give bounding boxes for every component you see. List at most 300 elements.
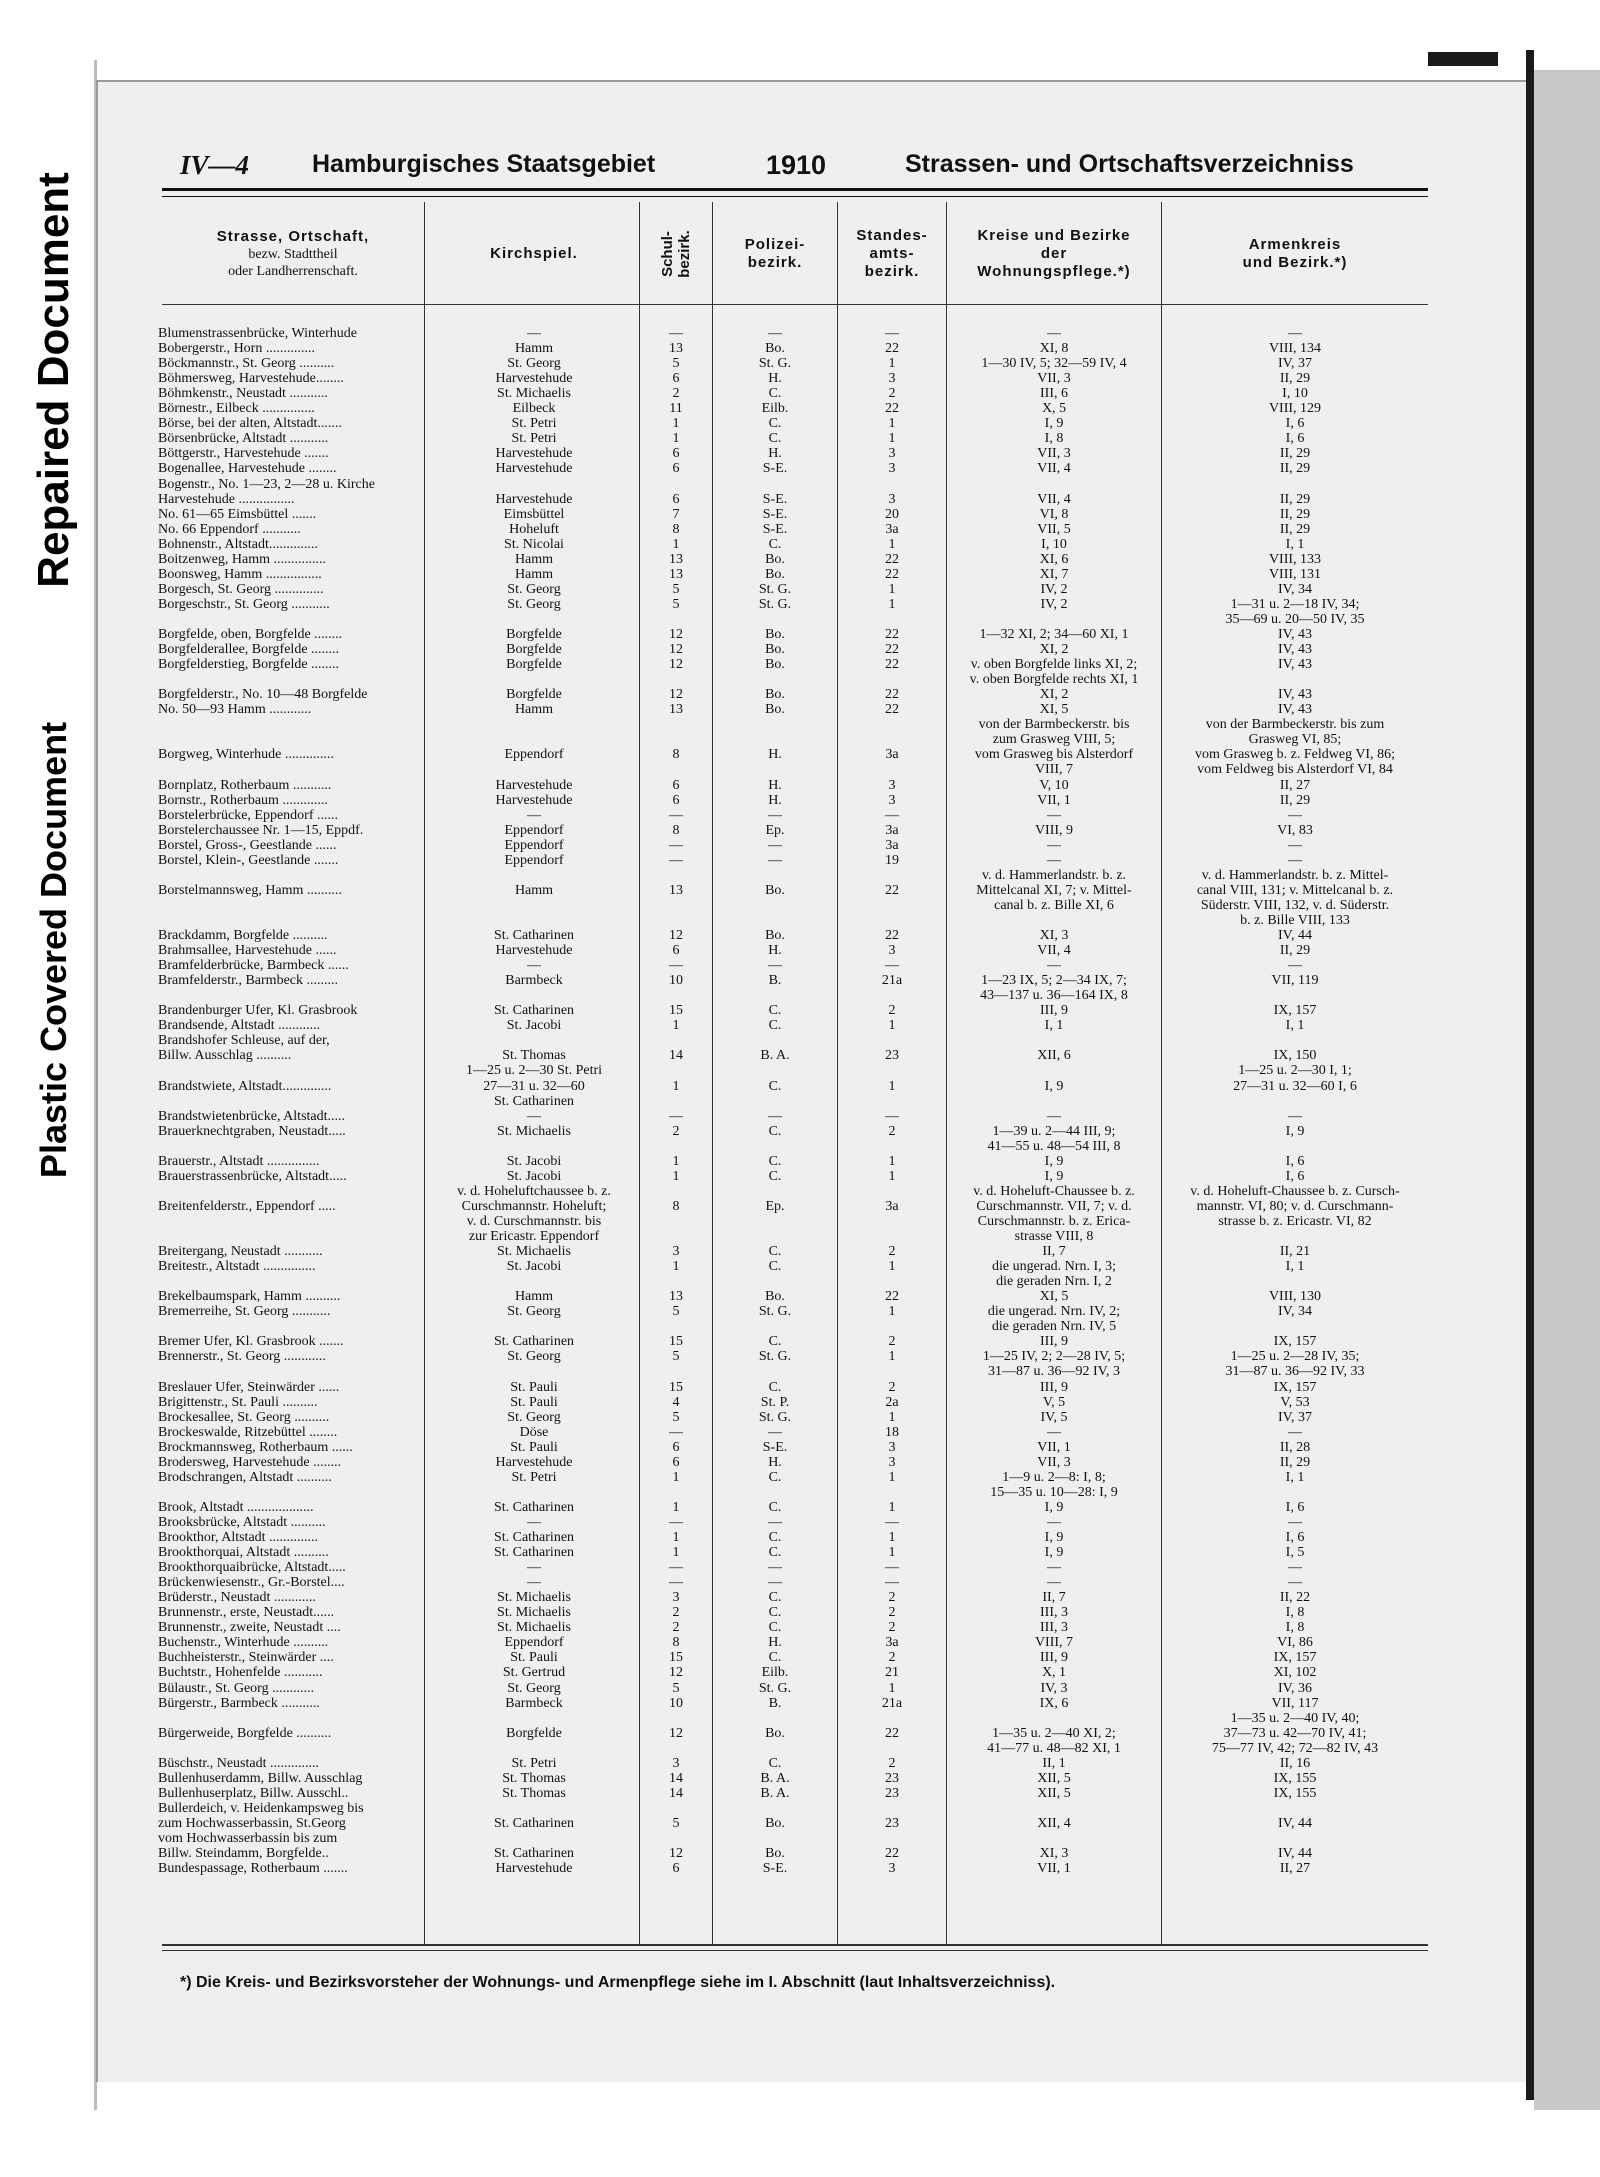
schulbezirk-cell: 5 [672,356,680,372]
schulbezirk-cell: 6 [672,1454,680,1470]
schulbezirk-cell: 1 [672,431,680,447]
schulbezirk-cell: 12 [669,687,683,703]
kirchspiel-cell: Döse [519,1424,549,1440]
standesamt-cell: 22 [885,401,899,417]
kirchspiel-cell: Hamm [514,341,554,357]
street-name: Brockesallee, St. Georg .......... [158,1409,330,1425]
kirchspiel-cell: St. Georg [507,1680,561,1696]
armenkreis-cell: IV, 44 [1278,928,1312,943]
kirchspiel-cell: St. Catharinen [493,1334,575,1350]
wohnungspflege-cell: VIII, 7 [1034,762,1074,778]
street-name: No. 66 Eppendorf ........... [158,521,301,537]
street-name: Boonsweg, Hamm ................ [158,566,322,582]
schulbezirk-cell: 5 [672,1349,680,1365]
street-name: Borstelmannsweg, Hamm .......... [158,882,342,898]
standesamt-cell: 1 [888,1680,896,1696]
polizeibezirk-cell: — [768,1108,782,1124]
polizeibezirk-cell: Bo. [765,341,785,357]
kirchspiel-cell: Borgfelde [506,642,562,658]
schulbezirk-cell: — [669,807,683,823]
street-name: Bullerdeich, v. Heidenkampsweg bis [158,1800,364,1816]
street-name: Borstelerchaussee Nr. 1—15, Eppdf. [158,822,364,838]
wohnungspflege-cell: 41—55 u. 48—54 III, 8 [987,1138,1121,1154]
polizeibezirk-cell: Bo. [765,928,785,943]
polizeibezirk-cell: C. [768,1078,782,1094]
street-name: Harvestehude ................ [158,491,295,507]
kirchspiel-cell: Eppendorf [504,837,564,853]
armenkreis-cell: — [1288,852,1302,868]
wohnungspflege-cell: 15—35 u. 10—28: I, 9 [990,1484,1118,1500]
standesamt-cell: — [885,1108,899,1124]
street-name: No. 61—65 Eimsbüttel ....... [158,506,317,522]
wohnungspflege-cell: 1—30 IV, 5; 32—59 IV, 4 [981,356,1127,372]
schulbezirk-cell: 13 [669,1289,683,1305]
wohnungspflege-cell: 1—23 IX, 5; 2—34 IX, 7; [981,973,1127,989]
street-name: Billw. Steindamm, Borgfelde.. [158,1846,329,1862]
wohnungspflege-cell: VII, 3 [1037,371,1071,387]
armenkreis-cell: I, 10 [1282,386,1308,402]
schulbezirk-cell: 6 [672,1439,680,1455]
standesamt-cell: 2a [885,1394,899,1410]
standesamt-cell: 2 [888,1620,896,1636]
street-name: Bogenstr., No. 1—23, 2—28 u. Kirche [158,476,375,492]
wohnungspflege-cell: VII, 1 [1037,1439,1071,1455]
polizeibezirk-cell: C. [768,1259,782,1275]
kirchspiel-cell: St. Gertrud [502,1665,566,1681]
armenkreis-cell: IV, 37 [1278,1409,1312,1425]
wohnungspflege-cell: X, 1 [1041,1665,1067,1681]
armenkreis-cell: I, 1 [1285,1018,1305,1034]
street-name: Brandstwiete, Altstadt.............. [158,1078,332,1094]
standesamt-cell: 3a [885,1198,899,1214]
armenkreis-cell: I, 6 [1285,1530,1305,1545]
kirchspiel-cell: St. Petri [511,1755,557,1771]
wohnungspflege-cell: I, 9 [1044,1078,1064,1094]
standesamt-cell: 22 [885,341,899,357]
wohnungspflege-cell: zum Grasweg VIII, 5; [992,732,1116,748]
schulbezirk-cell: 2 [672,1123,680,1139]
standesamt-cell: 22 [885,1289,899,1305]
schulbezirk-cell: 8 [672,1635,680,1651]
standesamt-cell: 21a [881,973,903,989]
kirchspiel-cell: St. Catharinen [493,1093,575,1109]
schulbezirk-cell: 1 [672,1018,680,1034]
armenkreis-cell: IV, 43 [1278,687,1312,703]
standesamt-cell: 3 [888,777,896,793]
street-name: Borstel, Gross-, Geestlande ...... [158,837,337,853]
armenkreis-cell: 37—73 u. 42—70 IV, 41; [1223,1725,1367,1741]
polizeibezirk-cell: — [768,1514,782,1530]
armenkreis-cell: I, 1 [1285,1469,1305,1485]
kirchspiel-cell: Harvestehude [495,1454,573,1470]
wohnungspflege-cell: 1—9 u. 2—8: I, 8; [1002,1469,1106,1485]
kirchspiel-cell: v. d. Hoheluftchaussee b. z. [457,1183,611,1199]
armenkreis-cell: — [1288,837,1302,853]
polizeibezirk-cell: Eilb. [761,401,789,417]
armenkreis-cell: I, 1 [1285,1259,1305,1275]
wohnungspflege-cell: canal b. z. Bille XI, 6 [994,897,1114,913]
wohnungspflege-cell: VI, 8 [1039,506,1069,522]
wohnungspflege-cell: XI, 5 [1039,702,1069,718]
polizeibezirk-cell: Ep. [765,1198,785,1214]
wohnungspflege-cell: IX, 6 [1039,1695,1069,1711]
kirchspiel-cell: Eppendorf [504,747,564,763]
street-name: Brigittenstr., St. Pauli .......... [158,1394,318,1410]
street-name: Böckmannstr., St. Georg .......... [158,356,335,372]
polizeibezirk-cell: Bo. [765,882,785,898]
street-name: Brauerknechtgraben, Neustadt..... [158,1123,346,1139]
armenkreis-cell: I, 8 [1285,1620,1305,1636]
armenkreis-cell: II, 16 [1279,1755,1311,1771]
polizeibezirk-cell: H. [768,747,782,763]
wohnungspflege-cell: VII, 1 [1037,1861,1071,1877]
street-name: Bundespassage, Rotherbaum ....... [158,1861,348,1877]
schulbezirk-cell: 8 [672,1198,680,1214]
schulbezirk-cell: 12 [669,657,683,673]
schulbezirk-cell: 5 [672,596,680,612]
wohnungspflege-cell: 1—35 u. 2—40 XI, 2; [992,1725,1116,1741]
schulbezirk-cell: 14 [669,1785,683,1801]
polizeibezirk-cell: St. G. [758,1349,792,1365]
armenkreis-cell: IV, 43 [1278,702,1312,718]
armenkreis-cell: I, 9 [1285,1123,1305,1139]
schulbezirk-cell: 1 [672,1168,680,1184]
standesamt-cell: 23 [885,1048,899,1064]
schulbezirk-cell: — [669,1575,683,1591]
armenkreis-cell: IV, 37 [1278,356,1312,372]
wohnungspflege-cell: 1—25 IV, 2; 2—28 IV, 5; [982,1349,1126,1365]
street-name: Borgweg, Winterhude .............. [158,747,334,763]
kirchspiel-cell: St. Catharinen [493,1545,575,1561]
schulbezirk-cell: 6 [672,943,680,959]
polizeibezirk-cell: C. [768,536,782,552]
armenkreis-cell: VII, 117 [1271,1695,1319,1711]
street-name: Brodersweg, Harvestehude ........ [158,1454,342,1470]
polizeibezirk-cell: B. [768,973,782,989]
polizeibezirk-cell: — [768,1560,782,1576]
armenkreis-cell: strasse b. z. Ericastr. VI, 82 [1218,1213,1372,1229]
polizeibezirk-cell: — [768,326,782,341]
armenkreis-cell: 27—31 u. 32—60 I, 6 [1233,1078,1357,1094]
kirchspiel-cell: Hamm [514,566,554,582]
polizeibezirk-cell: Bo. [765,1289,785,1305]
polizeibezirk-cell: C. [768,1469,782,1485]
street-name: Brodschrangen, Altstadt .......... [158,1469,332,1485]
kirchspiel-cell: Borgfelde [506,657,562,673]
armenkreis-cell: XI, 102 [1273,1665,1317,1681]
street-name: Böttgerstr., Harvestehude ....... [158,446,329,462]
standesamt-cell: 2 [888,1650,896,1666]
kirchspiel-cell: St. Michaelis [497,1123,571,1139]
wohnungspflege-cell: II, 1 [1042,1755,1066,1771]
kirchspiel-cell: Borgfelde [506,1725,562,1741]
schulbezirk-cell: 1 [672,416,680,432]
wohnungspflege-cell: XII, 4 [1037,1815,1071,1831]
armenkreis-cell: II, 29 [1279,506,1311,522]
street-name: Brockeswalde, Ritzebüttel ........ [158,1424,338,1440]
kirchspiel-cell: St. Thomas [502,1785,566,1801]
street-name: Borgfelderstr., No. 10—48 Borgfelde [158,687,368,703]
standesamt-cell: — [885,1560,899,1576]
kirchspiel-cell: v. d. Curschmannstr. bis [466,1213,602,1229]
standesamt-cell: 1 [888,1078,896,1094]
wohnungspflege-cell: XI, 3 [1039,1846,1069,1862]
wohnungspflege-cell: 1—39 u. 2—44 III, 9; [992,1123,1116,1139]
polizeibezirk-cell: S-E. [762,461,788,477]
street-name: Brandsende, Altstadt ............ [158,1018,321,1034]
wohnungspflege-cell: — [1047,326,1061,341]
armenkreis-cell: mannstr. VI, 80; v. d. Curschmann- [1196,1198,1394,1214]
wohnungspflege-cell: — [1047,1560,1061,1576]
wohnungspflege-cell: XI, 3 [1039,928,1069,943]
street-name: Brandenburger Ufer, Kl. Grasbrook [158,1003,358,1019]
wohnungspflege-cell: die geraden Nrn. IV, 5 [991,1319,1117,1335]
standesamt-cell: 18 [885,1424,899,1440]
wohnungspflege-cell: vom Grasweg bis Alsterdorf [974,747,1134,763]
kirchspiel-cell: St. Michaelis [497,1244,571,1260]
wohnungspflege-cell: v. d. Hammerlandstr. b. z. [981,867,1127,883]
armenkreis-cell: v. d. Hammerlandstr. b. z. Mittel- [1201,867,1389,883]
polizeibezirk-cell: St. G. [758,596,792,612]
armenkreis-cell: II, 29 [1279,446,1311,462]
polizeibezirk-cell: C. [768,1334,782,1350]
wohnungspflege-cell: XI, 6 [1039,551,1069,567]
street-name: Breitergang, Neustadt ........... [158,1244,323,1260]
armenkreis-cell: vom Feldweg bis Alsterdorf VI, 84 [1197,762,1393,778]
street-name: Borgeschstr., St. Georg ........... [158,596,330,612]
kirchspiel-cell: Eppendorf [504,852,564,868]
street-name: Bullenhuserplatz, Billw. Ausschl.. [158,1785,349,1801]
wohnungspflege-cell: — [1047,837,1061,853]
kirchspiel-cell: Harvestehude [495,943,573,959]
schulbezirk-cell: 12 [669,1665,683,1681]
wohnungspflege-cell: I, 9 [1044,1168,1064,1184]
kirchspiel-cell: Eimsbüttel [503,506,565,522]
street-name: Blumenstrassenbrücke, Winterhude [158,326,358,341]
wohnungspflege-cell: I, 9 [1044,1153,1064,1169]
schulbezirk-cell: 6 [672,446,680,462]
armenkreis-cell: IX, 155 [1273,1770,1317,1786]
polizeibezirk-cell: H. [768,446,782,462]
armenkreis-cell: I, 6 [1285,1153,1305,1169]
polizeibezirk-cell: H. [768,1454,782,1470]
armenkreis-cell: 1—25 u. 2—28 IV, 35; [1230,1349,1360,1365]
polizeibezirk-cell: B. [768,1695,782,1711]
street-name: Bremerreihe, St. Georg ........... [158,1304,331,1320]
wohnungspflege-cell: strasse VIII, 8 [1014,1229,1094,1244]
schulbezirk-cell: 15 [669,1003,683,1019]
street-name: Bohnenstr., Altstadt.............. [158,536,318,552]
standesamt-cell: 2 [888,1590,896,1606]
armenkreis-cell: canal VIII, 131; v. Mittelcanal b. z. [1196,882,1394,898]
armenkreis-cell: II, 29 [1279,491,1311,507]
standesamt-cell: 1 [888,581,896,597]
polizeibezirk-cell: C. [768,1244,782,1260]
kirchspiel-cell: St. Petri [511,1469,557,1485]
standesamt-cell: 1 [888,1304,896,1320]
schulbezirk-cell: 12 [669,642,683,658]
street-name: Brockmannsweg, Rotherbaum ...... [158,1439,353,1455]
kirchspiel-cell: St. Georg [507,581,561,597]
kirchspiel-cell: Hoheluft [509,521,559,537]
kirchspiel-cell: Hamm [514,702,554,718]
schulbezirk-cell: 13 [669,566,683,582]
wohnungspflege-cell: XII, 6 [1037,1048,1071,1064]
street-name: Brookthorquai, Altstadt .......... [158,1545,329,1561]
armenkreis-cell: II, 28 [1279,1439,1311,1455]
kirchspiel-cell: St. Pauli [510,1439,558,1455]
street-name: Bogenallee, Harvestehude ........ [158,461,337,477]
kirchspiel-cell: — [527,807,541,823]
polizeibezirk-cell: Bo. [765,642,785,658]
standesamt-cell: 1 [888,1168,896,1184]
street-name: Bornplatz, Rotherbaum ........... [158,777,332,793]
armenkreis-cell: von der Barmbeckerstr. bis zum [1205,717,1385,733]
polizeibezirk-cell: C. [768,386,782,402]
schulbezirk-cell: 2 [672,1605,680,1621]
wohnungspflege-cell: III, 6 [1040,386,1068,402]
wohnungspflege-cell: II, 7 [1042,1244,1066,1260]
footnote: *) Die Kreis- und Bezirksvorsteher der Wohnungs- und Armenpflege siehe im I. Abschnitt (laut Inhaltsverzeichniss). [180,1974,1056,1991]
street-name: Bürgerweide, Borgfelde .......... [158,1725,332,1741]
polizeibezirk-cell: B. A. [760,1785,790,1801]
schulbezirk-cell: 6 [672,371,680,387]
street-name: Brookthor, Altstadt .............. [158,1530,319,1545]
kirchspiel-cell: St. Catharinen [493,928,575,943]
wohnungspflege-cell: I, 10 [1041,536,1067,552]
standesamt-cell: 3a [885,521,899,537]
standesamt-cell: 1 [888,596,896,612]
street-name: Buchenstr., Winterhude .......... [158,1635,329,1651]
schulbezirk-cell: — [669,1108,683,1124]
armenkreis-cell: VI, 86 [1277,1635,1313,1651]
standesamt-cell: 3 [888,943,896,959]
standesamt-cell: 20 [885,506,899,522]
kirchspiel-cell: St. Thomas [502,1048,566,1064]
armenkreis-cell: II, 29 [1279,792,1311,808]
polizeibezirk-cell: Bo. [765,687,785,703]
kirchspiel-cell: St. Pauli [510,1650,558,1666]
kirchspiel-cell: Harvestehude [495,491,573,507]
armenkreis-cell: I, 1 [1285,536,1305,552]
kirchspiel-cell: St. Catharinen [493,1499,575,1515]
kirchspiel-cell: St. Nicolai [504,536,564,552]
kirchspiel-cell: Hamm [514,1289,554,1305]
polizeibezirk-cell: C. [768,1379,782,1395]
polizeibezirk-cell: C. [768,1153,782,1169]
polizeibezirk-cell: — [768,1424,782,1440]
armenkreis-cell: IX, 150 [1273,1048,1317,1064]
street-name: Billw. Ausschlag .......... [158,1048,292,1064]
standesamt-cell: 3a [885,822,899,838]
kirchspiel-cell: Harvestehude [495,371,573,387]
standesamt-cell: 22 [885,566,899,582]
wohnungspflege-cell: V, 10 [1039,777,1069,793]
kirchspiel-cell: St. Jacobi [506,1018,562,1034]
standesamt-cell: 1 [888,1259,896,1275]
standesamt-cell: 22 [885,1846,899,1862]
street-name: Börsenbrücke, Altstadt ........... [158,431,329,447]
schulbezirk-cell: 7 [672,506,680,522]
wohnungspflege-cell: von der Barmbeckerstr. bis [978,717,1130,733]
schulbezirk-cell: 1 [672,1469,680,1485]
standesamt-cell: 2 [888,1605,896,1621]
schulbezirk-cell: 12 [669,928,683,943]
street-name: Börse, bei der alten, Altstadt....... [158,416,342,432]
wohnungspflege-cell: — [1047,1424,1061,1440]
schulbezirk-cell: 13 [669,551,683,567]
kirchspiel-cell: — [527,1560,541,1576]
schulbezirk-cell: 2 [672,386,680,402]
wohnungspflege-cell: IV, 3 [1040,1680,1068,1696]
standesamt-cell: 22 [885,657,899,673]
armenkreis-cell: II, 29 [1279,521,1311,537]
kirchspiel-cell: St. Pauli [510,1394,558,1410]
armenkreis-cell: V, 53 [1280,1394,1310,1410]
standesamt-cell: 1 [888,356,896,372]
standesamt-cell: 1 [888,1153,896,1169]
street-name: Brauerstrassenbrücke, Altstadt..... [158,1168,347,1184]
standesamt-cell: — [885,807,899,823]
wohnungspflege-cell: III, 9 [1040,1334,1068,1350]
armenkreis-cell: I, 5 [1285,1545,1305,1561]
kirchspiel-cell: St. Thomas [502,1770,566,1786]
kirchspiel-cell: St. Georg [507,1349,561,1365]
armenkreis-cell: VIII, 134 [1268,341,1322,357]
street-name: Brekelbaumspark, Hamm .......... [158,1289,341,1305]
polizeibezirk-cell: Bo. [765,702,785,718]
schulbezirk-cell: 1 [672,536,680,552]
kirchspiel-cell: Harvestehude [495,792,573,808]
column-header-schulbezirk: Schul- bezirk. [659,230,693,278]
kirchspiel-cell: Barmbeck [505,973,563,989]
armenkreis-cell: IV, 43 [1278,642,1312,658]
polizeibezirk-cell: Bo. [765,1815,785,1831]
polizeibezirk-cell: H. [768,792,782,808]
standesamt-cell: 3 [888,371,896,387]
schulbezirk-cell: 8 [672,822,680,838]
schulbezirk-cell: 13 [669,702,683,718]
wohnungspflege-cell: 43—137 u. 36—164 IX, 8 [980,988,1128,1004]
street-name: zum Hochwasserbassin, St.Georg [158,1815,346,1831]
wohnungspflege-cell: I, 9 [1044,1530,1064,1545]
armenkreis-cell: 75—77 IV, 42; 72—82 IV, 43 [1211,1740,1379,1756]
street-name: Brückenwiesenstr., Gr.-Borstel.... [158,1575,345,1591]
schulbezirk-cell: 1 [672,1499,680,1515]
polizeibezirk-cell: S-E. [762,521,788,537]
street-name: Borgfelde, oben, Borgfelde ........ [158,627,343,642]
standesamt-cell: 1 [888,1018,896,1034]
kirchspiel-cell: St. Catharinen [493,1003,575,1019]
wohnungspflege-cell: IV, 2 [1040,596,1068,612]
street-name: Bremer Ufer, Kl. Grasbrook ....... [158,1334,344,1350]
wohnungspflege-cell: VII, 3 [1037,1454,1071,1470]
schulbezirk-cell: 8 [672,747,680,763]
schulbezirk-cell: 6 [672,461,680,477]
wohnungspflege-cell: — [1047,807,1061,823]
armenkreis-cell: IX, 157 [1273,1334,1317,1350]
armenkreis-cell: — [1288,1108,1302,1124]
street-name: Brahmsallee, Harvestehude ...... [158,943,337,959]
armenkreis-cell: IV, 34 [1278,581,1312,597]
kirchspiel-cell: Barmbeck [505,1695,563,1711]
armenkreis-cell: vom Grasweg b. z. Feldweg VI, 86; [1195,747,1395,763]
standesamt-cell: 22 [885,882,899,898]
armenkreis-cell: IV, 34 [1278,1304,1312,1320]
armenkreis-cell: IV, 43 [1278,627,1312,642]
schulbezirk-cell: 1 [672,1153,680,1169]
armenkreis-cell: — [1288,1575,1302,1591]
